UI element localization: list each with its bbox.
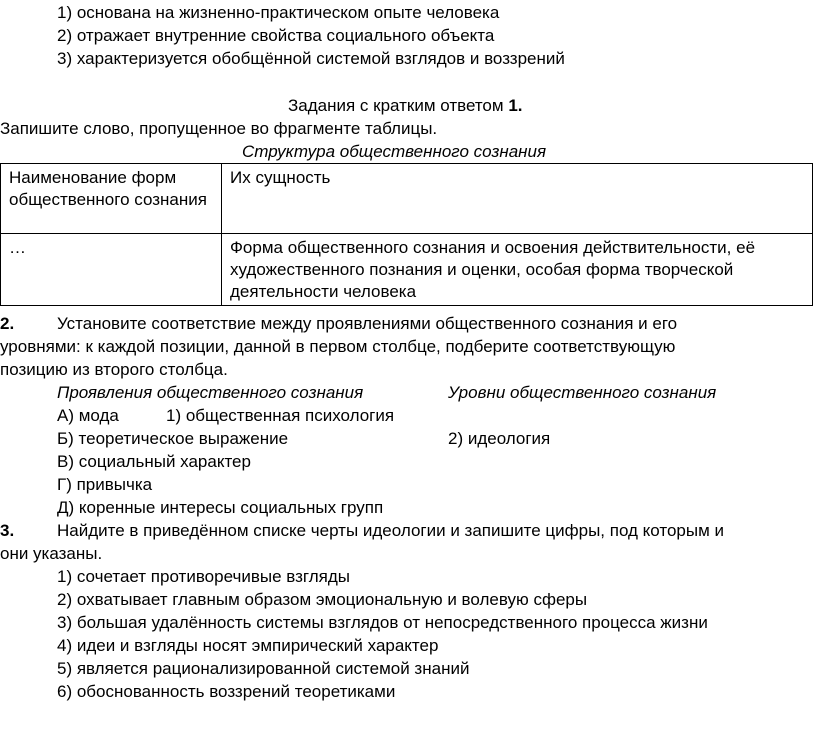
- task3-line-1: Найдите в приведённом списке черты идеологии и запишите цифры, под которым и: [57, 521, 725, 540]
- intro-item-1: 1) основана на жизненно-практическом опыте человека: [57, 3, 500, 22]
- task2-item-v: В) социальный характер: [57, 452, 251, 471]
- table-row: [1, 164, 813, 234]
- task3-option-5: 5) является рационализированной системой знаний: [57, 659, 470, 678]
- intro-item-2: 2) отражает внутренние свойства социального объекта: [57, 26, 495, 45]
- table-header-cell: Наименование форм общественного сознания: [1, 164, 222, 234]
- table-header-cell: Их сущность: [222, 164, 813, 234]
- short-answer-heading-number: 1.: [508, 96, 523, 115]
- task2-line-2: уровнями: к каждой позиции, данной в первом столбце, подберите соответствующую: [0, 337, 676, 356]
- task3-option-1: 1) сочетает противоречивые взгляды: [57, 567, 350, 586]
- short-answer-heading: [288, 95, 523, 117]
- task2-item-d: Д) коренные интересы социальных групп: [57, 498, 384, 517]
- task3-option-4: 4) идеи и взгляды носят эмпирический характер: [57, 636, 439, 655]
- structure-table: [0, 163, 813, 306]
- table-row: [1, 234, 813, 306]
- task3-number: 3.: [0, 521, 15, 540]
- table-cell: Форма общественного сознания и освоения действительности, её художественного познания и оценки, особая форма творческой деятельности человека: [222, 234, 813, 306]
- task2-item-a: А) мода: [57, 406, 119, 425]
- task3-option-6: 6) обоснованность воззрений теоретиками: [57, 682, 396, 701]
- task2-col1-header: Проявления общественного сознания: [57, 383, 364, 402]
- intro-item-3: 3) характеризуется обобщённой системой взглядов и воззрений: [57, 49, 565, 68]
- task3-line-2: они указаны.: [0, 544, 103, 563]
- table-cell-blank: …: [1, 234, 222, 306]
- task2-level-2: 2) идеология: [448, 429, 551, 448]
- task2-item-b: Б) теоретическое выражение: [57, 429, 289, 448]
- task2-line-1: Установите соответствие между проявлениями общественного сознания и его: [57, 314, 678, 333]
- task1-table-title: Структура общественного сознания: [242, 142, 547, 161]
- task3-option-2: 2) охватывает главным образом эмоциональную и волевую сферы: [57, 590, 588, 609]
- task3-option-3: 3) большая удалённость системы взглядов от непосредственного процесса жизни: [57, 613, 708, 632]
- task2-level-1: 1) общественная психология: [166, 406, 395, 425]
- task2-item-g: Г) привычка: [57, 475, 153, 494]
- task2-col2-header: Уровни общественного сознания: [448, 383, 717, 402]
- task1-instruction: Запишите слово, пропущенное во фрагменте таблицы.: [0, 119, 438, 138]
- task2-number: 2.: [0, 314, 15, 333]
- short-answer-heading-text: Задания с кратким ответом: [288, 96, 504, 115]
- task2-line-3: позицию из второго столбца.: [0, 360, 228, 379]
